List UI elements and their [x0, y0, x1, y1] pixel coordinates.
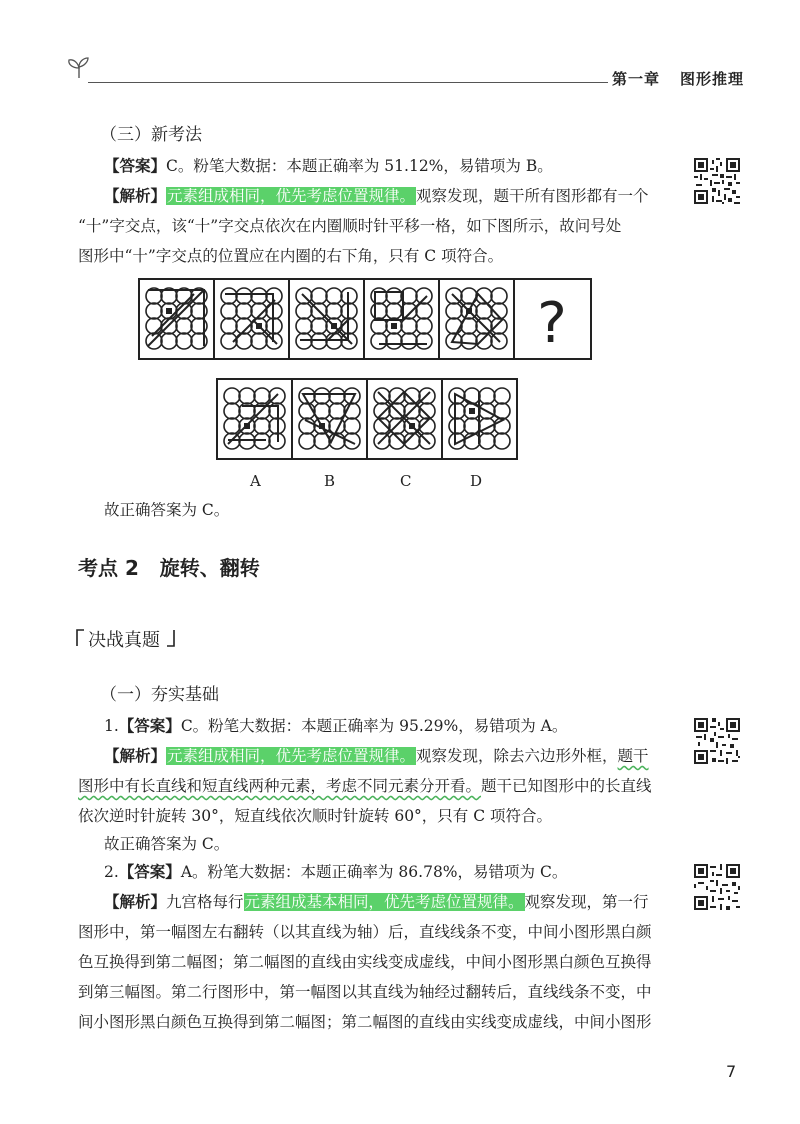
question-mark: ?: [537, 291, 567, 356]
option-a-figure: [224, 388, 285, 449]
analysis-line-3: 图形中“十”字交点的位置应在内圈的右下角，只有 C 项符合。: [78, 247, 504, 265]
q2-analysis-text: 观察发现，第一行: [524, 893, 649, 911]
q1-analysis-line-3: 依次逆时针旋转 30°，短直线依次顺时针旋转 60°，只有 C 项符合。: [78, 807, 553, 825]
kaodian-title: 考点 2 旋转、翻转: [78, 556, 260, 580]
q2-answer-label: 【答案】: [118, 863, 181, 881]
sprout-icon: [66, 56, 92, 80]
answer-line: [104, 156, 553, 176]
section-heading-xinkaofa: （三）新考法: [100, 125, 202, 145]
qr-code-icon[interactable]: [692, 862, 742, 912]
q2-answer-text: A。粉笔大数据：本题正确率为 86.78%，易错项为 C。: [180, 863, 568, 881]
figure-3: [296, 288, 357, 349]
q2-analysis-label: 【解析】: [104, 893, 167, 911]
q2-analysis-line-1: [104, 892, 649, 912]
q2-analysis-line-4: 到第三幅图。第二行图形中，第一幅图以其直线为轴经过翻转后，直线线条不变，中: [78, 983, 652, 1001]
q2-analysis-highlight: 元素组成基本相同，优先考虑位置规律。: [244, 893, 524, 911]
q1-answer-text: C。粉笔大数据：本题正确率为 95.29%，易错项为 A。: [180, 717, 568, 735]
option-label-d: D: [470, 472, 483, 490]
chapter-number: 第一章: [612, 70, 661, 88]
option-label-a: A: [250, 472, 261, 490]
q1-analysis-line-2: [78, 776, 652, 796]
q1-analysis-wavy-text: 题干: [617, 747, 649, 765]
page-number: 7: [726, 1062, 737, 1081]
analysis-highlight: 元素组成相同，优先考虑位置规律。: [167, 187, 416, 205]
q2-analysis-line-5: 间小图形黑白颜色互换得到第二幅图；第二幅图的直线由实线变成虚线，中间小图形: [78, 1013, 652, 1031]
q1-analysis-highlight: 元素组成相同，优先考虑位置规律。: [167, 747, 416, 765]
q1-analysis-text: 题干已知图形中的长直线: [481, 777, 652, 795]
juezhan-title: 决战真题: [88, 630, 160, 651]
q1-answer-label: 【答案】: [118, 717, 181, 735]
figure-2: [221, 288, 282, 349]
q2-analysis-prefix: 九宫格每行: [166, 893, 244, 911]
q2-answer-line: [104, 862, 567, 882]
analysis-label: 【解析】: [104, 187, 167, 205]
chapter-title: 图形推理: [680, 70, 745, 88]
analysis-text: 观察发现，题干所有图形都有一个: [416, 187, 649, 205]
options-figure-strip: [216, 378, 518, 460]
option-label-b: B: [324, 472, 336, 490]
qr-code-icon[interactable]: [692, 156, 742, 206]
figure-1: [146, 288, 207, 349]
q1-analysis-wavy-text: 图形中有长直线和短直线两种元素，考虑不同元素分开看。: [78, 777, 482, 795]
question-figure-strip: [138, 278, 592, 360]
option-d-figure: [449, 388, 510, 449]
q1-analysis-text: 观察发现，除去六边形外框，: [416, 747, 618, 765]
option-label-c: C: [400, 472, 412, 490]
bracket-right-icon: [166, 628, 178, 648]
q2-analysis-line-3: 色互换得到第二幅图；第二幅图的直线由实线变成虚线，中间小图形黑白颜色互换得: [78, 953, 652, 971]
q1-analysis-label: 【解析】: [104, 747, 167, 765]
q1-answer-line: [104, 716, 567, 736]
conclusion-1: 故正确答案为 C。: [104, 501, 230, 519]
section-heading-hangshi: （一）夯实基础: [100, 685, 219, 705]
analysis-line-1: [104, 186, 649, 206]
option-c-figure: [374, 388, 435, 449]
header-rule: [88, 82, 608, 83]
q1-analysis-line-1: [104, 746, 649, 766]
q1-number: 1.: [104, 717, 119, 735]
q1-conclusion: 故正确答案为 C。: [104, 835, 230, 853]
option-b-figure: [299, 388, 360, 449]
analysis-line-2: “十”字交点，该“十”字交点依次在内圈顺时针平移一格，如下图所示，故问号处: [78, 217, 622, 235]
chapter-header: [612, 68, 744, 89]
q2-number: 2.: [104, 863, 119, 881]
answer-label: 【答案】: [104, 157, 167, 175]
q2-analysis-line-2: 图形中，第一幅图左右翻转（以其直线为轴）后，直线线条不变，中间小图形黑白颜: [78, 923, 652, 941]
bracket-left-icon: [74, 628, 86, 648]
figure-5: [446, 288, 507, 349]
qr-code-icon[interactable]: [692, 716, 742, 766]
figure-4: [371, 288, 432, 349]
answer-text: C。粉笔大数据：本题正确率为 51.12%，易错项为 B。: [166, 157, 553, 175]
